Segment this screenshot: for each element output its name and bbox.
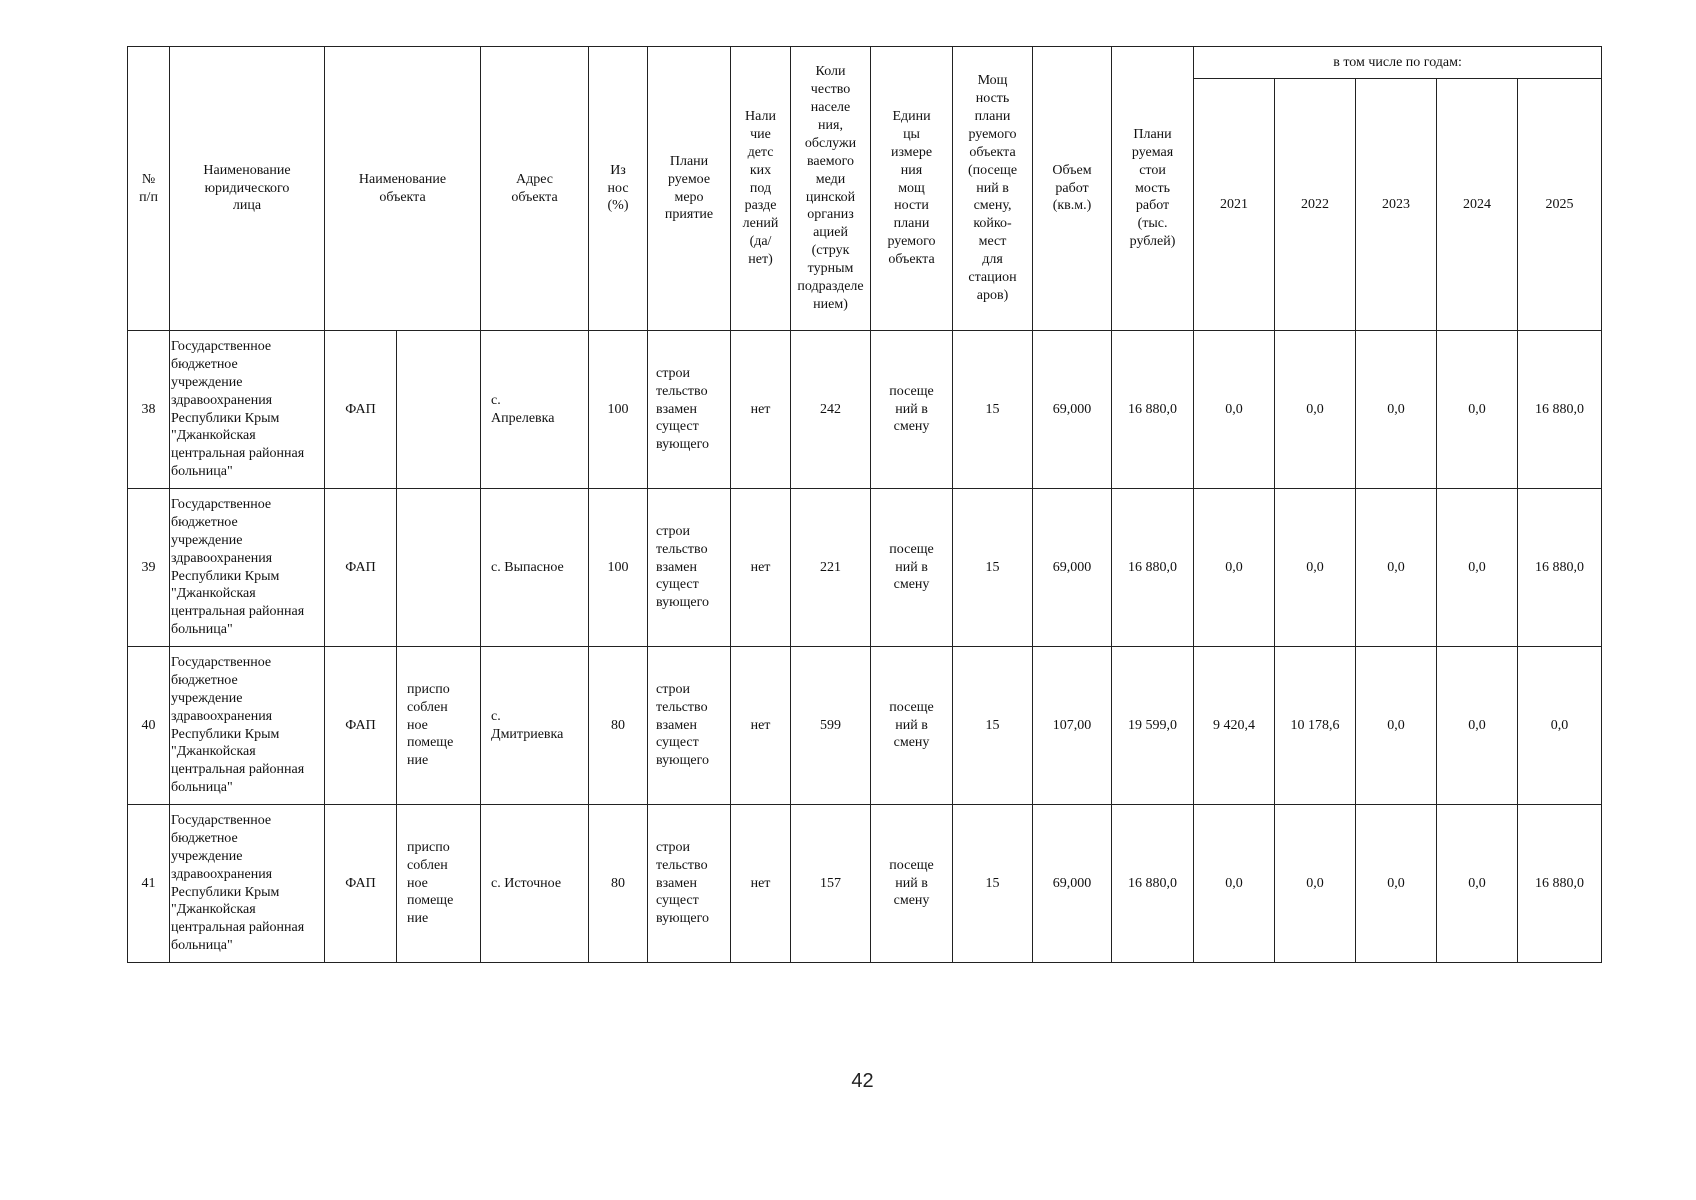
row-year-2023: 0,0 — [1356, 331, 1437, 489]
facilities-table — [127, 46, 1602, 963]
row-object: ФАП — [325, 331, 397, 489]
header-by-years: в том числе по годам: — [1194, 47, 1602, 79]
row-volume: 69,000 — [1033, 331, 1112, 489]
row-event: строи тельство взамен сущест вующего — [648, 647, 731, 805]
row-year-2024: 0,0 — [1437, 331, 1518, 489]
header-year-2022: 2022 — [1275, 79, 1356, 331]
row-cost: 16 880,0 — [1112, 805, 1194, 963]
row-num: 38 — [128, 331, 170, 489]
row-year-2022: 0,0 — [1275, 489, 1356, 647]
row-cost: 16 880,0 — [1112, 331, 1194, 489]
row-wear: 100 — [589, 331, 648, 489]
header-volume: Объем работ (кв.м.) — [1033, 47, 1112, 331]
header-units: Едини цы измере ния мощ ности плани руемого объекта — [871, 47, 953, 331]
row-year-2022: 0,0 — [1275, 805, 1356, 963]
row-org: Государственное бюджетное учреждение здравоохранения Республики Крым "Джанкойская центральная районная больница" — [170, 805, 325, 963]
row-population: 599 — [791, 647, 871, 805]
row-cost: 16 880,0 — [1112, 489, 1194, 647]
header-capacity: Мощ ность плани руемого объекта (посеще ний в смену, койко- мест для стацион аров) — [953, 47, 1033, 331]
row-units: посеще ний в смену — [871, 489, 953, 647]
row-units: посеще ний в смену — [871, 647, 953, 805]
header-year-2023: 2023 — [1356, 79, 1437, 331]
row-object-detail: приспо соблен ное помеще ние — [397, 647, 481, 805]
row-capacity: 15 — [953, 331, 1033, 489]
row-year-2021: 0,0 — [1194, 489, 1275, 647]
row-year-2024: 0,0 — [1437, 647, 1518, 805]
row-object: ФАП — [325, 805, 397, 963]
row-wear: 80 — [589, 647, 648, 805]
row-num: 41 — [128, 805, 170, 963]
header-population: Коли чество населе ния, обслужи ваемого меди цинской организ ацией (струк турным подразделе нием) — [791, 47, 871, 331]
row-units: посеще ний в смену — [871, 805, 953, 963]
table-row — [128, 331, 1602, 489]
header-num: № п/п — [128, 47, 170, 331]
row-year-2023: 0,0 — [1356, 489, 1437, 647]
row-children: нет — [731, 489, 791, 647]
table-row — [128, 805, 1602, 963]
row-children: нет — [731, 331, 791, 489]
header-year-2025: 2025 — [1518, 79, 1602, 331]
row-year-2025: 16 880,0 — [1518, 489, 1602, 647]
row-org: Государственное бюджетное учреждение здравоохранения Республики Крым "Джанкойская центральная районная больница" — [170, 647, 325, 805]
page-number: 42 — [851, 1070, 874, 1092]
row-year-2021: 0,0 — [1194, 331, 1275, 489]
row-year-2024: 0,0 — [1437, 489, 1518, 647]
row-org: Государственное бюджетное учреждение здравоохранения Республики Крым "Джанкойская центральная районная больница" — [170, 489, 325, 647]
row-year-2023: 0,0 — [1356, 805, 1437, 963]
row-address: с. Дмитриевка — [481, 647, 589, 805]
header-year-2021: 2021 — [1194, 79, 1275, 331]
header-cost: Плани руемая стои мость работ (тыс. рублей) — [1112, 47, 1194, 331]
row-object: ФАП — [325, 647, 397, 805]
row-capacity: 15 — [953, 489, 1033, 647]
header-org: Наименование юридического лица — [170, 47, 325, 331]
row-event: строи тельство взамен сущест вующего — [648, 331, 731, 489]
row-children: нет — [731, 647, 791, 805]
row-year-2021: 0,0 — [1194, 805, 1275, 963]
row-year-2025: 0,0 — [1518, 647, 1602, 805]
row-capacity: 15 — [953, 805, 1033, 963]
header-wear: Из нос (%) — [589, 47, 648, 331]
row-year-2021: 9 420,4 — [1194, 647, 1275, 805]
row-year-2025: 16 880,0 — [1518, 331, 1602, 489]
row-volume: 107,00 — [1033, 647, 1112, 805]
row-event: строи тельство взамен сущест вующего — [648, 489, 731, 647]
row-address: с. Выпасное — [481, 489, 589, 647]
header-address: Адрес объекта — [481, 47, 589, 331]
row-wear: 80 — [589, 805, 648, 963]
row-year-2022: 10 178,6 — [1275, 647, 1356, 805]
table-row — [128, 489, 1602, 647]
row-cost: 19 599,0 — [1112, 647, 1194, 805]
header-year-2024: 2024 — [1437, 79, 1518, 331]
table-row — [128, 647, 1602, 805]
row-volume: 69,000 — [1033, 489, 1112, 647]
header-children: Нали чие детс ких под разде лений (да/ нет) — [731, 47, 791, 331]
row-org: Государственное бюджетное учреждение здравоохранения Республики Крым "Джанкойская центральная районная больница" — [170, 331, 325, 489]
row-object-detail — [397, 331, 481, 489]
row-object-detail — [397, 489, 481, 647]
row-year-2024: 0,0 — [1437, 805, 1518, 963]
row-object-detail: приспо соблен ное помеще ние — [397, 805, 481, 963]
row-event: строи тельство взамен сущест вующего — [648, 805, 731, 963]
row-units: посеще ний в смену — [871, 331, 953, 489]
row-object: ФАП — [325, 489, 397, 647]
row-address: с. Источное — [481, 805, 589, 963]
row-year-2025: 16 880,0 — [1518, 805, 1602, 963]
row-children: нет — [731, 805, 791, 963]
row-year-2023: 0,0 — [1356, 647, 1437, 805]
row-population: 157 — [791, 805, 871, 963]
row-wear: 100 — [589, 489, 648, 647]
row-population: 242 — [791, 331, 871, 489]
row-year-2022: 0,0 — [1275, 331, 1356, 489]
header-object: Наименование объекта — [325, 47, 481, 331]
row-capacity: 15 — [953, 647, 1033, 805]
row-population: 221 — [791, 489, 871, 647]
row-address: с. Апрелевка — [481, 331, 589, 489]
row-volume: 69,000 — [1033, 805, 1112, 963]
row-num: 39 — [128, 489, 170, 647]
header-event: Плани руемое меро приятие — [648, 47, 731, 331]
row-num: 40 — [128, 647, 170, 805]
